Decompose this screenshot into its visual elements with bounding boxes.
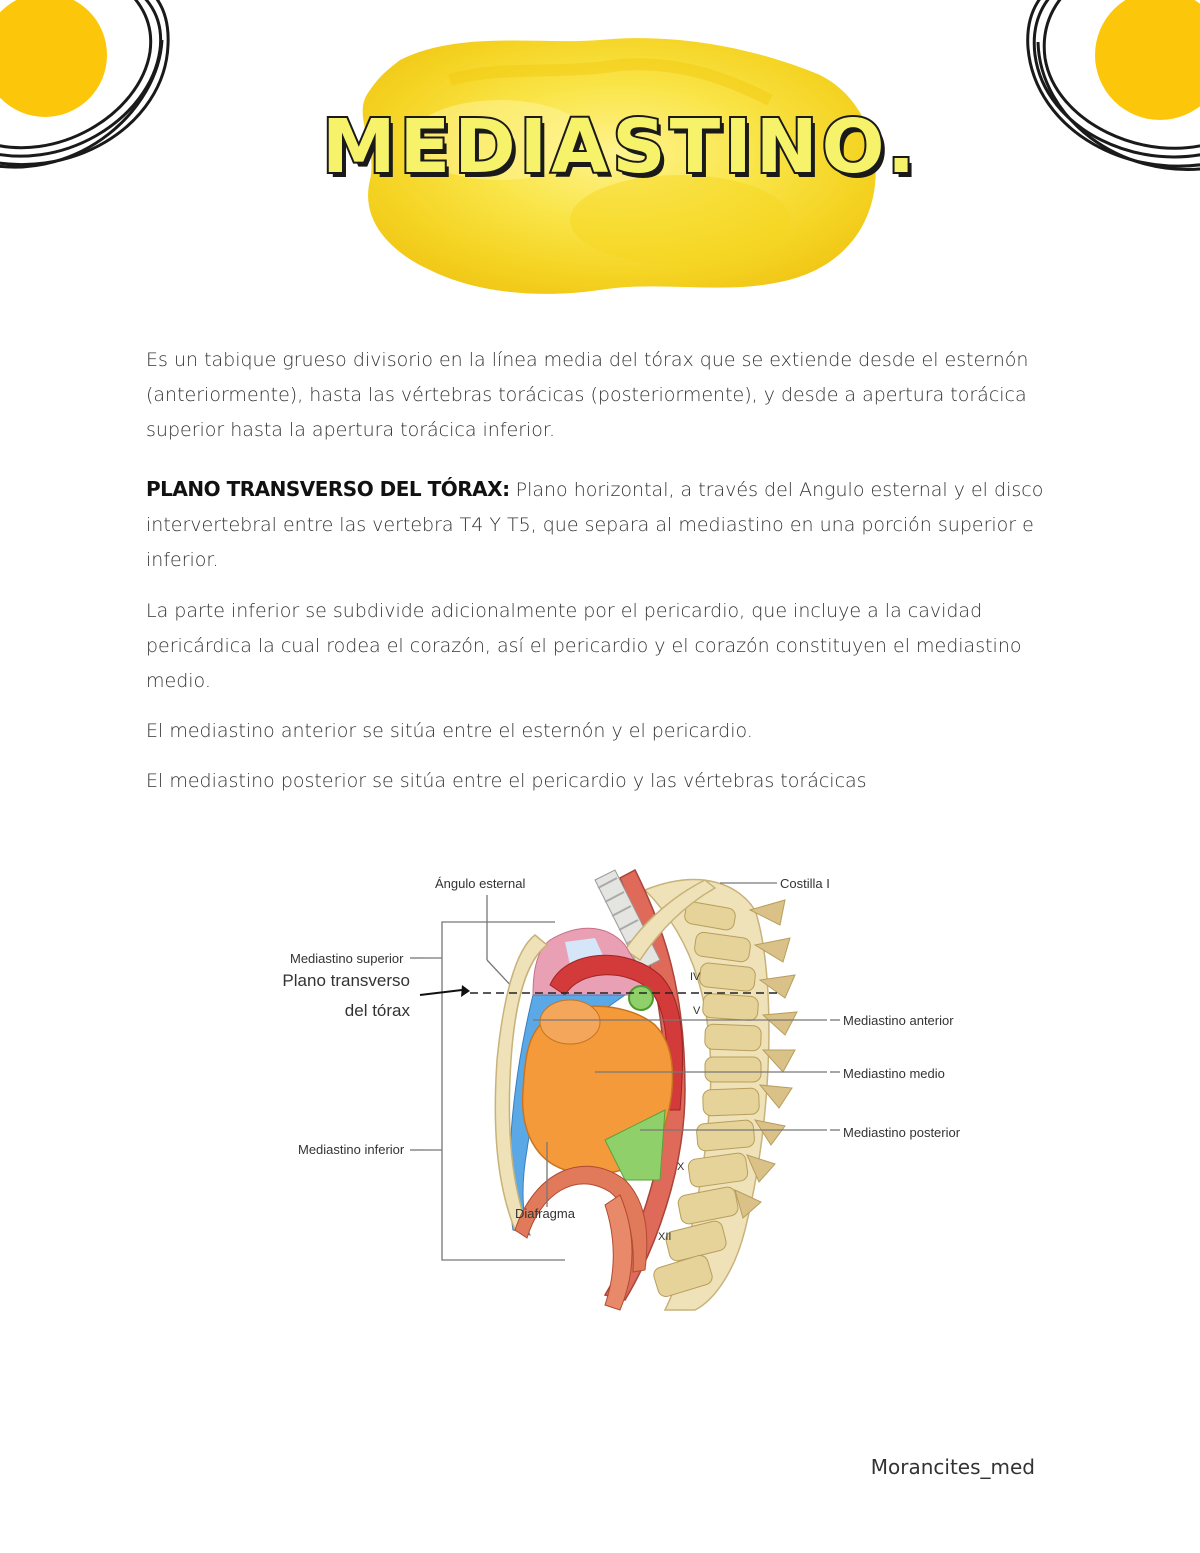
label-costilla-i: Costilla I xyxy=(780,876,830,891)
label-mediastino-medio: Mediastino medio xyxy=(843,1066,945,1081)
paragraph-inferior: La parte inferior se subdivide adicionalmente por el pericardio, que incluye a la cavidad pericárdica la cual rodea el corazón, así el pericardio y el corazón constituyen el mediastino medio. xyxy=(146,600,1022,692)
vertebra-label-iv: IV xyxy=(690,971,701,983)
paragraph-plano-transverso xyxy=(146,472,1051,578)
label-mediastino-superior: Mediastino superior xyxy=(290,951,404,966)
mediastinum-diagram xyxy=(265,850,985,1330)
paragraph-anterior: El mediastino anterior se sitúa entre el esternón y el pericardio. xyxy=(146,720,753,742)
vertebra-label-v: V xyxy=(693,1005,701,1017)
label-plano-transverso-2: del tórax xyxy=(344,1001,410,1020)
label-mediastino-posterior: Mediastino posterior xyxy=(843,1125,961,1140)
paragraph-posterior: El mediastino posterior se sitúa entre el pericardio y las vértebras torácicas xyxy=(146,770,867,792)
corner-decoration-left xyxy=(0,0,175,175)
author-signature: Morancites_med xyxy=(870,1455,1035,1479)
plano-transverso-label: PLANO TRANSVERSO DEL TÓRAX: xyxy=(146,477,510,501)
page-title: MEDIASTINO. xyxy=(322,104,920,190)
label-diafragma: Diafragma xyxy=(515,1206,575,1221)
plano-transverso-text: Plano horizontal, a través del Angulo esternal y el disco intervertebral entre las vertebra T4 Y T5, que separa al mediastino en una porción superior e inferior. xyxy=(146,479,1044,571)
label-mediastino-inferior: Mediastino inferior xyxy=(298,1142,405,1157)
corner-decoration-right xyxy=(1000,0,1200,175)
vertebra-label-xii: XII xyxy=(658,1231,672,1243)
paragraph-intro: Es un tabique grueso divisorio en la línea media del tórax que se extiende desde el esternón (anteriormente), hasta las vértebras torácicas (posteriormente), y desde a apertura torácica superior hasta la apertura torácica inferior. xyxy=(146,349,1029,441)
label-plano-transverso-1: Plano transverso xyxy=(282,971,410,990)
label-angulo-esternal: Ángulo esternal xyxy=(435,876,526,891)
vertebra-label-x: X xyxy=(677,1161,685,1173)
label-mediastino-anterior: Mediastino anterior xyxy=(843,1013,954,1028)
